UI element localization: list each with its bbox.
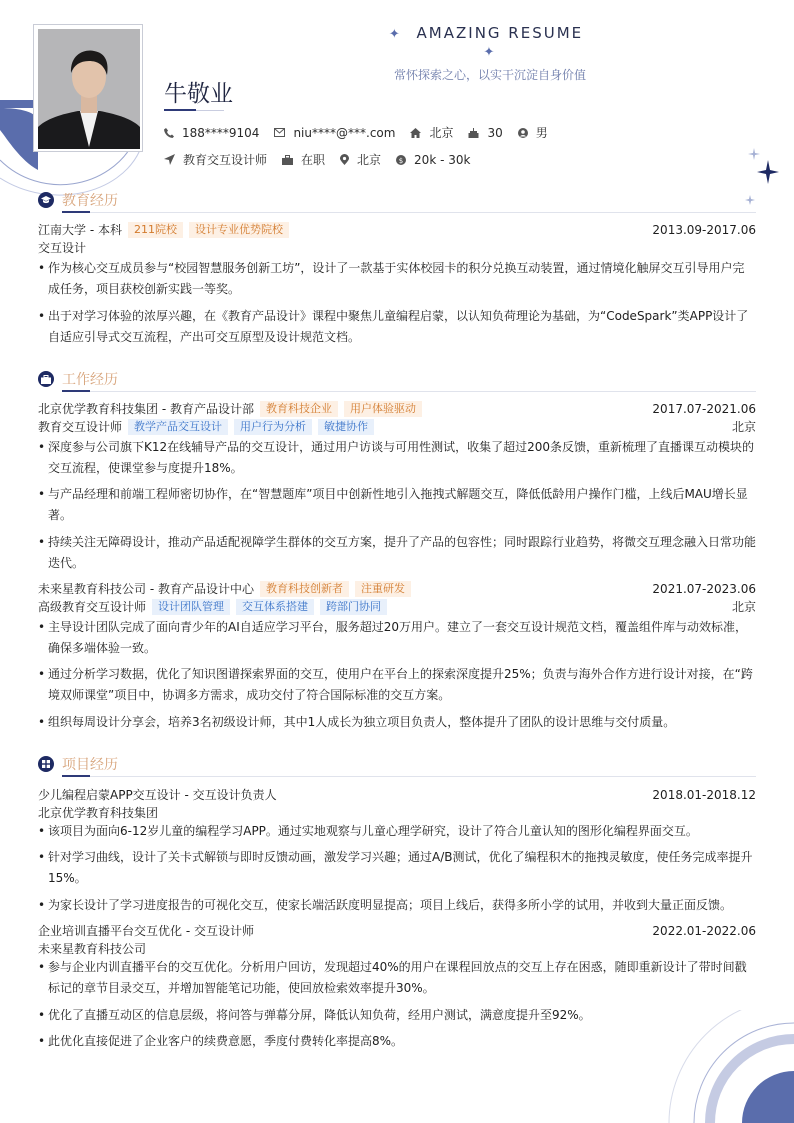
- sparkle-icon: [745, 145, 781, 210]
- school-name: 江南大学 - 本科: [38, 223, 122, 237]
- role-name: 高级教育交互设计师: [38, 600, 147, 614]
- svg-text:$: $: [398, 156, 404, 165]
- education-header: 教育经历: [38, 190, 118, 210]
- list-item: • 通过分析学习数据，优化了知识图谱探索界面的交互，使用户在平台上的探索深度提升25%；负责与海外合作方进行设计对接，在“跨境双师课堂”项目中，协调多方需求，成功交付了符合国际标准的交互方案。: [38, 667, 753, 702]
- company-name: 北京优学教育科技集团 - 教育产品设计部: [38, 402, 254, 416]
- list-item: • 此优化直接促进了企业客户的续费意愿，季度付费转化率提高8%。: [38, 1034, 404, 1048]
- star-icon: ✦: [483, 45, 497, 60]
- project-entry-header: [38, 922, 756, 939]
- phone-item: 188****9104: [164, 126, 259, 140]
- list-item: • 该项目为面向6-12岁儿童的编程学习APP。通过实地观察与儿童心理学研究，设计了符合儿童认知的图形化编程界面交互。: [38, 824, 698, 838]
- gender-item: 男: [518, 124, 548, 141]
- section-divider: [62, 212, 756, 213]
- city-item: 北京: [410, 124, 453, 141]
- work-date: 2021.07-2023.06: [652, 581, 756, 596]
- list-item: • 针对学习曲线，设计了关卡式解锁与即时反馈动画，激发学习兴趣；通过A/B测试，优化了编程积木的拖拽灵敏度，使任务完成率提升15%。: [38, 850, 753, 885]
- email-item: niu****@***.com: [274, 126, 395, 140]
- home-icon: [410, 128, 421, 138]
- mail-icon: [274, 128, 285, 137]
- company-name: 未来星教育科技公司 - 教育产品设计中心: [38, 582, 254, 596]
- project-org: 未来星教育科技公司: [38, 942, 147, 956]
- list-item: • 主导设计团队完成了面向青少年的AI自适应学习平台，服务超过20万用户。建立了一套交互设计规范文档，覆盖组件库与动效标准，确保多端体验一致。: [38, 620, 748, 655]
- work-header: 工作经历: [38, 369, 118, 389]
- star-icon: ✦: [388, 27, 402, 42]
- phone-icon: [164, 128, 174, 138]
- project-org-row: [38, 804, 756, 821]
- projects-header: 项目经历: [38, 754, 118, 774]
- list-item: • 持续关注无障碍设计，推动产品适配视障学生群体的交互方案，提升了产品的包容性；同时跟踪行业趋势，将微交互理念融入日常功能迭代。: [38, 535, 757, 570]
- education-major-row: [38, 239, 756, 256]
- role-tag: 交互体系搭建: [236, 599, 314, 615]
- list-item: • 出于对学习体验的浓厚兴趣，在《教育产品设计》课程中聚焦儿童编程启蒙，以认知负荷理论为基础，为“CodeSpark”类APP设计了自适应引导式交互流程，产出可交互原型及设计规范文档。: [38, 309, 749, 344]
- list-item: • 优化了直播互动区的信息层级，将问答与弹幕分屏，降低认知负荷，经用户测试，满意度提升至92%。: [38, 1008, 591, 1022]
- briefcase-icon: [282, 155, 293, 165]
- user-icon: [518, 128, 528, 138]
- list-item: • 组织每周设计分享会，培养3名初级设计师，其中1人成长为独立项目负责人，整体提升了团队的设计思维与交付质量。: [38, 715, 676, 729]
- project-org: 北京优学教育科技集团: [38, 806, 159, 820]
- name-underline-light: [196, 110, 224, 111]
- avatar: [38, 29, 140, 149]
- decorative-arc-bottom-right: [660, 1010, 794, 1123]
- section-divider-accent: [62, 211, 90, 213]
- briefcase-icon: [38, 371, 54, 387]
- section-divider-accent: [62, 775, 90, 777]
- name-underline: [164, 109, 196, 111]
- company-tag: 教育科技企业: [260, 401, 338, 417]
- job-target-item: 教育交互设计师: [164, 151, 267, 168]
- company-tag: 注重研发: [355, 581, 411, 597]
- role-tag: 用户行为分析: [234, 419, 312, 435]
- banner: [380, 24, 600, 83]
- list-item: • 参与企业内训直播平台的交互优化。分析用户回访，发现超过40%的用户在课程回放点的交互上存在困惑，随即重新设计了带时间戳标记的章节目录交互，并增加智能笔记功能，使回放检索效率提升30%。: [38, 960, 747, 995]
- banner-title: ✦ AMAZING RESUME ✦: [388, 24, 584, 60]
- cake-icon: [468, 128, 479, 138]
- school-tag: 211院校: [128, 222, 183, 238]
- work-entry-header: [38, 400, 756, 417]
- work-entry-header: [38, 580, 756, 597]
- work-city: 北京: [731, 420, 756, 434]
- project-date: 2022.01-2022.06: [652, 923, 756, 938]
- status-item: 在职: [282, 151, 325, 168]
- school-tag: 设计专业优势院校: [189, 222, 289, 238]
- job-intent-row: [164, 151, 485, 168]
- role-tag: 设计团队管理: [152, 599, 230, 615]
- work-role-row: [38, 418, 756, 435]
- section-divider: [62, 776, 756, 777]
- money-icon: [396, 155, 406, 165]
- age-item: 30: [468, 126, 502, 140]
- project-name: 企业培训直播平台交互优化 - 交互设计师: [38, 924, 254, 938]
- slogan: 常怀探索之心，以实干沉淀自身价值: [393, 68, 586, 82]
- list-item: • 与产品经理和前端工程师密切协作，在“智慧题库”项目中创新性地引入拖拽式解题交互，降低低龄用户操作门槛，上线后MAU增长显著。: [38, 487, 748, 522]
- graduation-cap-icon: [38, 192, 54, 208]
- project-entry-header: [38, 786, 756, 803]
- work-role-row: [38, 598, 756, 615]
- education-date: 2013.09-2017.06: [652, 222, 756, 237]
- project-org-row: [38, 940, 756, 957]
- list-item: • 作为核心交互成员参与“校园智慧服务创新工坊”，设计了一款基于实体校园卡的积分兑换互动装置，通过情境化触屏交互引导用户完成任务，项目获校创新实践一等奖。: [38, 261, 745, 296]
- profile-photo: [33, 24, 143, 152]
- location-icon: [340, 154, 349, 165]
- project-date: 2018.01-2018.12: [652, 787, 756, 802]
- candidate-name: 牛敬业: [164, 81, 233, 107]
- role-tag: 敏捷协作: [318, 419, 374, 435]
- salary-item: $ 20k - 30k: [396, 153, 470, 167]
- major: 交互设计: [38, 241, 87, 255]
- role-name: 教育交互设计师: [38, 420, 123, 434]
- project-name: 少儿编程启蒙APP交互设计 - 交互设计负责人: [38, 788, 277, 802]
- target-city-item: 北京: [340, 151, 381, 168]
- section-divider-accent: [62, 390, 90, 392]
- send-icon: [164, 154, 175, 165]
- work-date: 2017.07-2021.06: [652, 401, 756, 416]
- list-item: • 为家长设计了学习进度报告的可视化交互，使家长端活跃度明显提高；项目上线后，获得多所小学的试用，并收到大量正面反馈。: [38, 898, 733, 912]
- education-entry-header: [38, 221, 756, 238]
- role-tag: 教学产品交互设计: [128, 419, 228, 435]
- section-divider: [62, 391, 756, 392]
- contact-row: [164, 124, 563, 141]
- company-tag: 用户体验驱动: [344, 401, 422, 417]
- grid-icon: [38, 756, 54, 772]
- list-item: • 深度参与公司旗下K12在线辅导产品的交互设计，通过用户访谈与可用性测试，收集了超过200条反馈，重新梳理了直播课互动模块的交互流程，使课堂参与度提升18%。: [38, 440, 755, 475]
- work-city: 北京: [731, 600, 756, 614]
- role-tag: 跨部门协同: [320, 599, 387, 615]
- company-tag: 教育科技创新者: [260, 581, 349, 597]
